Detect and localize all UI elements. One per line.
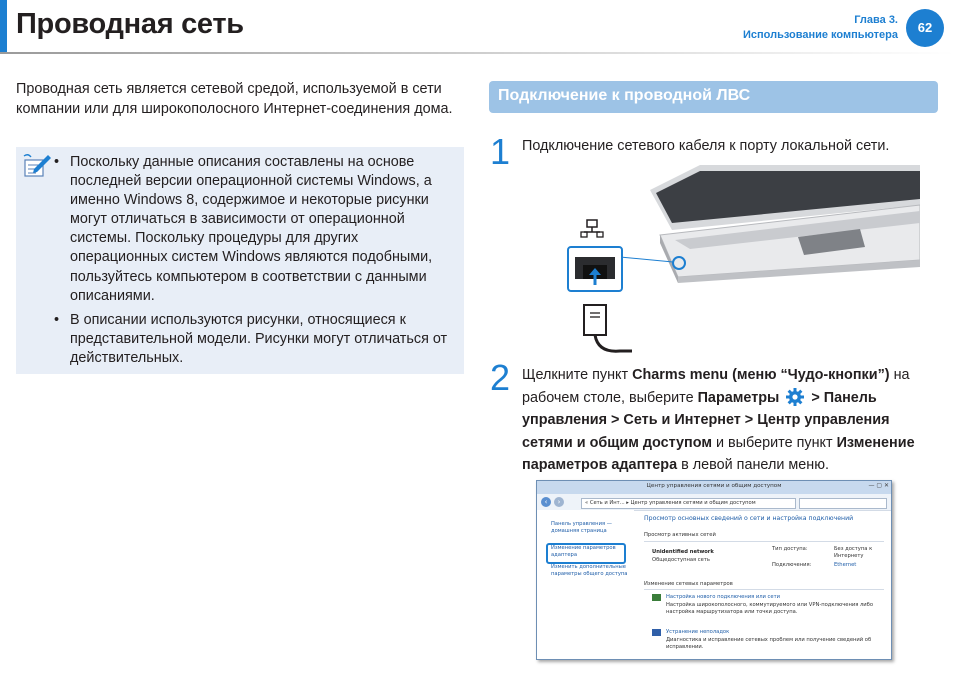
- header-accent-bar: [0, 0, 7, 52]
- step-text-part: Щелкните пункт: [522, 367, 633, 383]
- adapter-highlight: [546, 543, 626, 564]
- main-heading: Просмотр основных сведений о сети и настройка подключений: [644, 515, 854, 522]
- network-type: Общедоступная сеть: [652, 557, 710, 563]
- note-text: Поскольку данные описания составлены на основе последней версии операционной системы Windows, а именно Windows 8, содержимое и некоторые рисунки могут отличаться в зависимости от операционной системы. Поскольку процедуры для других операционных систем Windows являются подобными, пользуйтесь компьютером в соответствии с данными описаниями.: [70, 154, 433, 304]
- section-heading-text: Подключение к проводной ЛВС: [498, 87, 751, 104]
- troubleshoot-desc: Диагностика и исправление сетевых проблем или получение сведений об исправлении.: [666, 637, 872, 650]
- step-text-part: на рабочем столе, выберите: [522, 367, 910, 406]
- ethernet-link[interactable]: Ethernet: [834, 562, 857, 568]
- window-title: Центр управления сетями и общим доступом: [646, 483, 782, 489]
- sidebar-item-home[interactable]: Панель управления — домашняя страница: [551, 521, 612, 534]
- step-text-part: в левой панели меню.: [677, 457, 830, 473]
- network-icon: [581, 220, 603, 237]
- intro-paragraph: Проводная сеть является сетевой средой, используемой в сети компании или для широкополосного Интернет-соединения дома.: [16, 81, 453, 117]
- change-settings-label: Изменение сетевых параметров: [644, 581, 733, 587]
- note-pencil-icon: [22, 152, 52, 180]
- step-text: Подключение сетевого кабеля к порту локальной сети.: [522, 138, 890, 154]
- note-text: В описании используются рисунки, относящиеся к представительной модели. Рисунки могут отличаться от действительных.: [70, 311, 448, 366]
- address-field[interactable]: « Сеть и Инт... ▸ Центр управления сетями и общим доступом: [581, 498, 796, 509]
- laptop-lan-illustration: [560, 165, 920, 360]
- access-type-value: Без доступа к Интернету: [834, 546, 873, 559]
- charms-menu-label: Charms menu (меню “Чудо-кнопки”): [632, 367, 890, 383]
- list-item: • Поскольку данные описания составлены на основе последней версии операционной системы Windows, а именно Windows 8, содержимое и некоторые рисунки могут отличаться в зависимости от операционной системы. Поскольку процедуры для других операционных систем Windows являются подобными, пользуйтесь компьютером в соответствии с данными описаниями.: [54, 154, 433, 304]
- sidebar: [537, 510, 634, 659]
- new-connection-link[interactable]: Настройка нового подключения или сети: [666, 594, 780, 600]
- page-number-badge: 62: [906, 9, 944, 47]
- control-panel-path: > Панель управления > Сеть и Интернет > Центр управления сетями и общим доступом: [522, 389, 890, 451]
- forward-icon[interactable]: ›: [554, 497, 564, 507]
- step-text: [522, 364, 942, 477]
- list-item: • В описании используются рисунки, относящиеся к представительной модели. Рисунки могут отличаться от действительных.: [54, 311, 448, 366]
- window-controls[interactable]: — ▢ ✕: [868, 482, 889, 489]
- network-center-screenshot: [536, 480, 892, 660]
- active-networks-label: Просмотр активных сетей: [644, 532, 716, 538]
- back-icon[interactable]: ‹: [541, 497, 551, 507]
- adapter-settings-label: Изменение параметров адаптера: [522, 434, 915, 473]
- connections-label: Подключения:: [772, 562, 812, 568]
- sidebar-item-sharing[interactable]: Изменить дополнительные параметры общего доступа: [551, 564, 628, 577]
- troubleshoot-link[interactable]: Устранение неполадок: [666, 629, 730, 635]
- new-connection-desc: Настройка широкополосного, коммутируемого или VPN-подключения либо настройка маршрутизатора или точки доступа.: [666, 602, 874, 615]
- main-panel: [634, 510, 891, 659]
- settings-label: Параметры: [697, 389, 780, 406]
- search-input[interactable]: [799, 498, 887, 509]
- header-divider: [0, 52, 954, 54]
- sidebar-item-adapter[interactable]: Изменение параметров адаптера: [551, 545, 616, 558]
- gear-icon: [785, 387, 805, 407]
- network-name: Unidentified network: [652, 549, 714, 555]
- step-number: 2: [490, 357, 511, 398]
- section-heading: [489, 81, 938, 113]
- note-list: [54, 153, 450, 373]
- page-title: Проводная сеть: [16, 8, 244, 40]
- chapter-name: Использование компьютера: [742, 29, 898, 41]
- access-type-label: Тип доступа:: [772, 546, 808, 552]
- step-text-part: и выберите пункт: [712, 434, 837, 451]
- chapter-number: Глава 3.: [854, 14, 898, 26]
- troubleshoot-icon: [652, 629, 661, 636]
- step-number: 1: [490, 131, 511, 172]
- new-connection-icon: [652, 594, 661, 601]
- chapter-label: [743, 13, 898, 43]
